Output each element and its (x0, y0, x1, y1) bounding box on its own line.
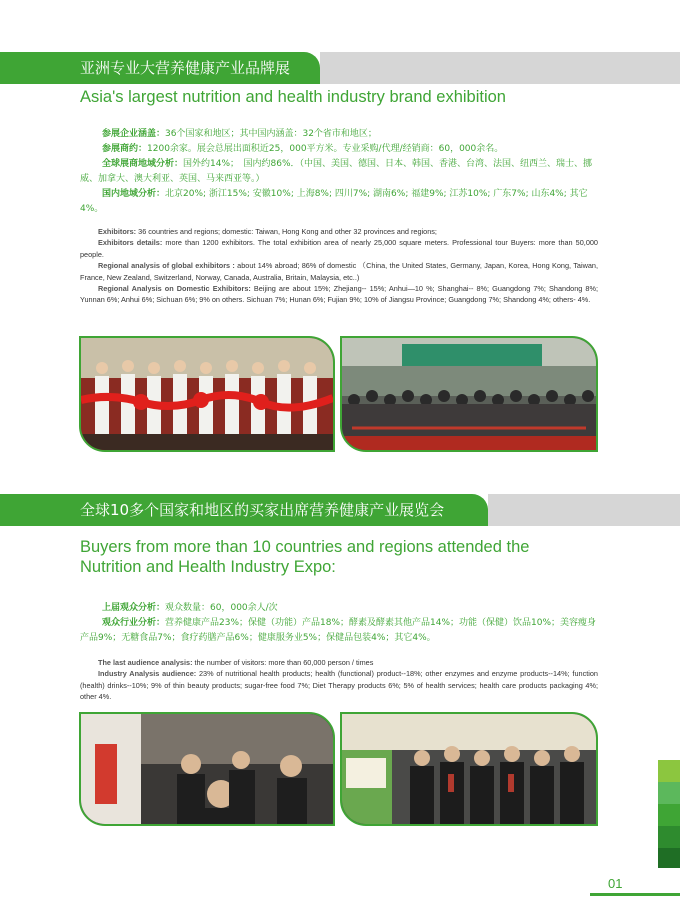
section2-banner (0, 494, 680, 526)
en-paragraph: Regional analysis of global exhibitors : about 14% abroad; 86% of domestic （China, the United States, Germany, Japan, Korea, Hong Kong, Taiwan, France, New Zealand, Switzerland, Norway, Canada, Australia, Britain, Malaysia, etc..) (80, 261, 598, 282)
cn-paragraph: 全球展商地域分析：国外约14%； 国内约86%．（中国、美国、德国、日本、韩国、香港、台湾、法国、纽西兰、瑞士、挪威、加拿大、澳大利亚、英国、马来西亚等。） (80, 159, 593, 184)
cn-paragraph: 参展企业涵盖：36个国家和地区；其中国内涵盖：32个省市和地区； (102, 129, 377, 139)
en-paragraph: The last audience analysis: the number of visitors: more than 60,000 person / times (98, 658, 374, 667)
cn-paragraph: 参展商约：1200余家。展会总展出面积近25，000平方米。专业采购/代理/经销商：60，000余名。 (102, 144, 504, 154)
section2-banner-title: 全球10多个国家和地区的买家出席营养健康产业展览会 (80, 501, 445, 519)
en-paragraph: Exhibitors details: more than 1200 exhibitors. The total exhibition area of nearly 25,000 square meters. Professional tour Buyers: more than 50,000 people. (80, 238, 598, 259)
en-paragraph: Regional Analysis on Domestic Exhibitors: Beijing are about 15%; Zhejiang-- 15%; Anhui—10 %; Shanghai-- 8%; Guangdong 7%; Shandong 8%; Yunnan 6%; Anhui 6%; Sichuan 6%; 9% on others. Sichuan 7%; Hunan 6%; Fujian 9%; 10% of Jiangsu Province; Guangdong 7%; Shandong 4%; others- 4%. (80, 284, 598, 305)
en-paragraph: Exhibitors: 36 countries and regions; domestic: Taiwan, Hong Kong and other 32 provinces and regions; (98, 227, 437, 236)
entrance-crowd-photo (340, 336, 598, 452)
cn-paragraph: 上届观众分析：观众数量：60，000余人/次 (102, 603, 278, 613)
side-tab-3 (658, 804, 680, 826)
section2-english-title: Buyers from more than 10 countries and regions attended the Nutrition and Health Industry Expo: (80, 538, 530, 576)
delegation-tour-photo (340, 712, 598, 826)
side-tab-5 (658, 848, 680, 868)
en-paragraph: Industry Analysis audience: 23% of nutritional health products; health (functional) product--18%; other enzymes and enzyme products--14%; function (health) drinks--10%; 9% of thin beauty products; sugar-free food 7%; Diet Therapy products 6%; 5% of health services; health care products packaging 4%; other 4%. (80, 669, 598, 702)
section1-banner-title: 亚洲专业大营养健康产业品牌展 (80, 59, 291, 77)
ribbon-cutting-photo (79, 336, 335, 452)
section1-english-title: Asia's largest nutrition and health industry brand exhibition (80, 88, 506, 106)
page-number: 01 (608, 876, 623, 891)
cn-paragraph: 观众行业分析：营养健康产品23%；保健（功能）产品18%；酵素及酵素其他产品14%；功能（保健）饮品10%；美容瘦身产品9%；无糖食品7%；食疗药膳产品6%；健康服务业5%；保健品包装4%；其它4%。 (80, 618, 597, 643)
visitors-hall-photo (79, 712, 335, 826)
side-tab-1 (658, 760, 680, 782)
section2-english-text (80, 657, 598, 703)
cn-paragraph: 国内地域分析：北京20%; 浙江15%; 安徽10%; 上海8%; 四川7%; 湖南6%; 福建9%; 江苏10%; 广东7%; 山东4%; 其它4%。 (80, 189, 588, 214)
side-tab-4 (658, 826, 680, 848)
section2-chinese-text (80, 601, 600, 646)
side-tab-2 (658, 782, 680, 804)
page-rule (590, 893, 680, 896)
section1-english-text (80, 226, 598, 306)
section1-banner (0, 52, 680, 84)
section1-chinese-text (80, 127, 600, 217)
